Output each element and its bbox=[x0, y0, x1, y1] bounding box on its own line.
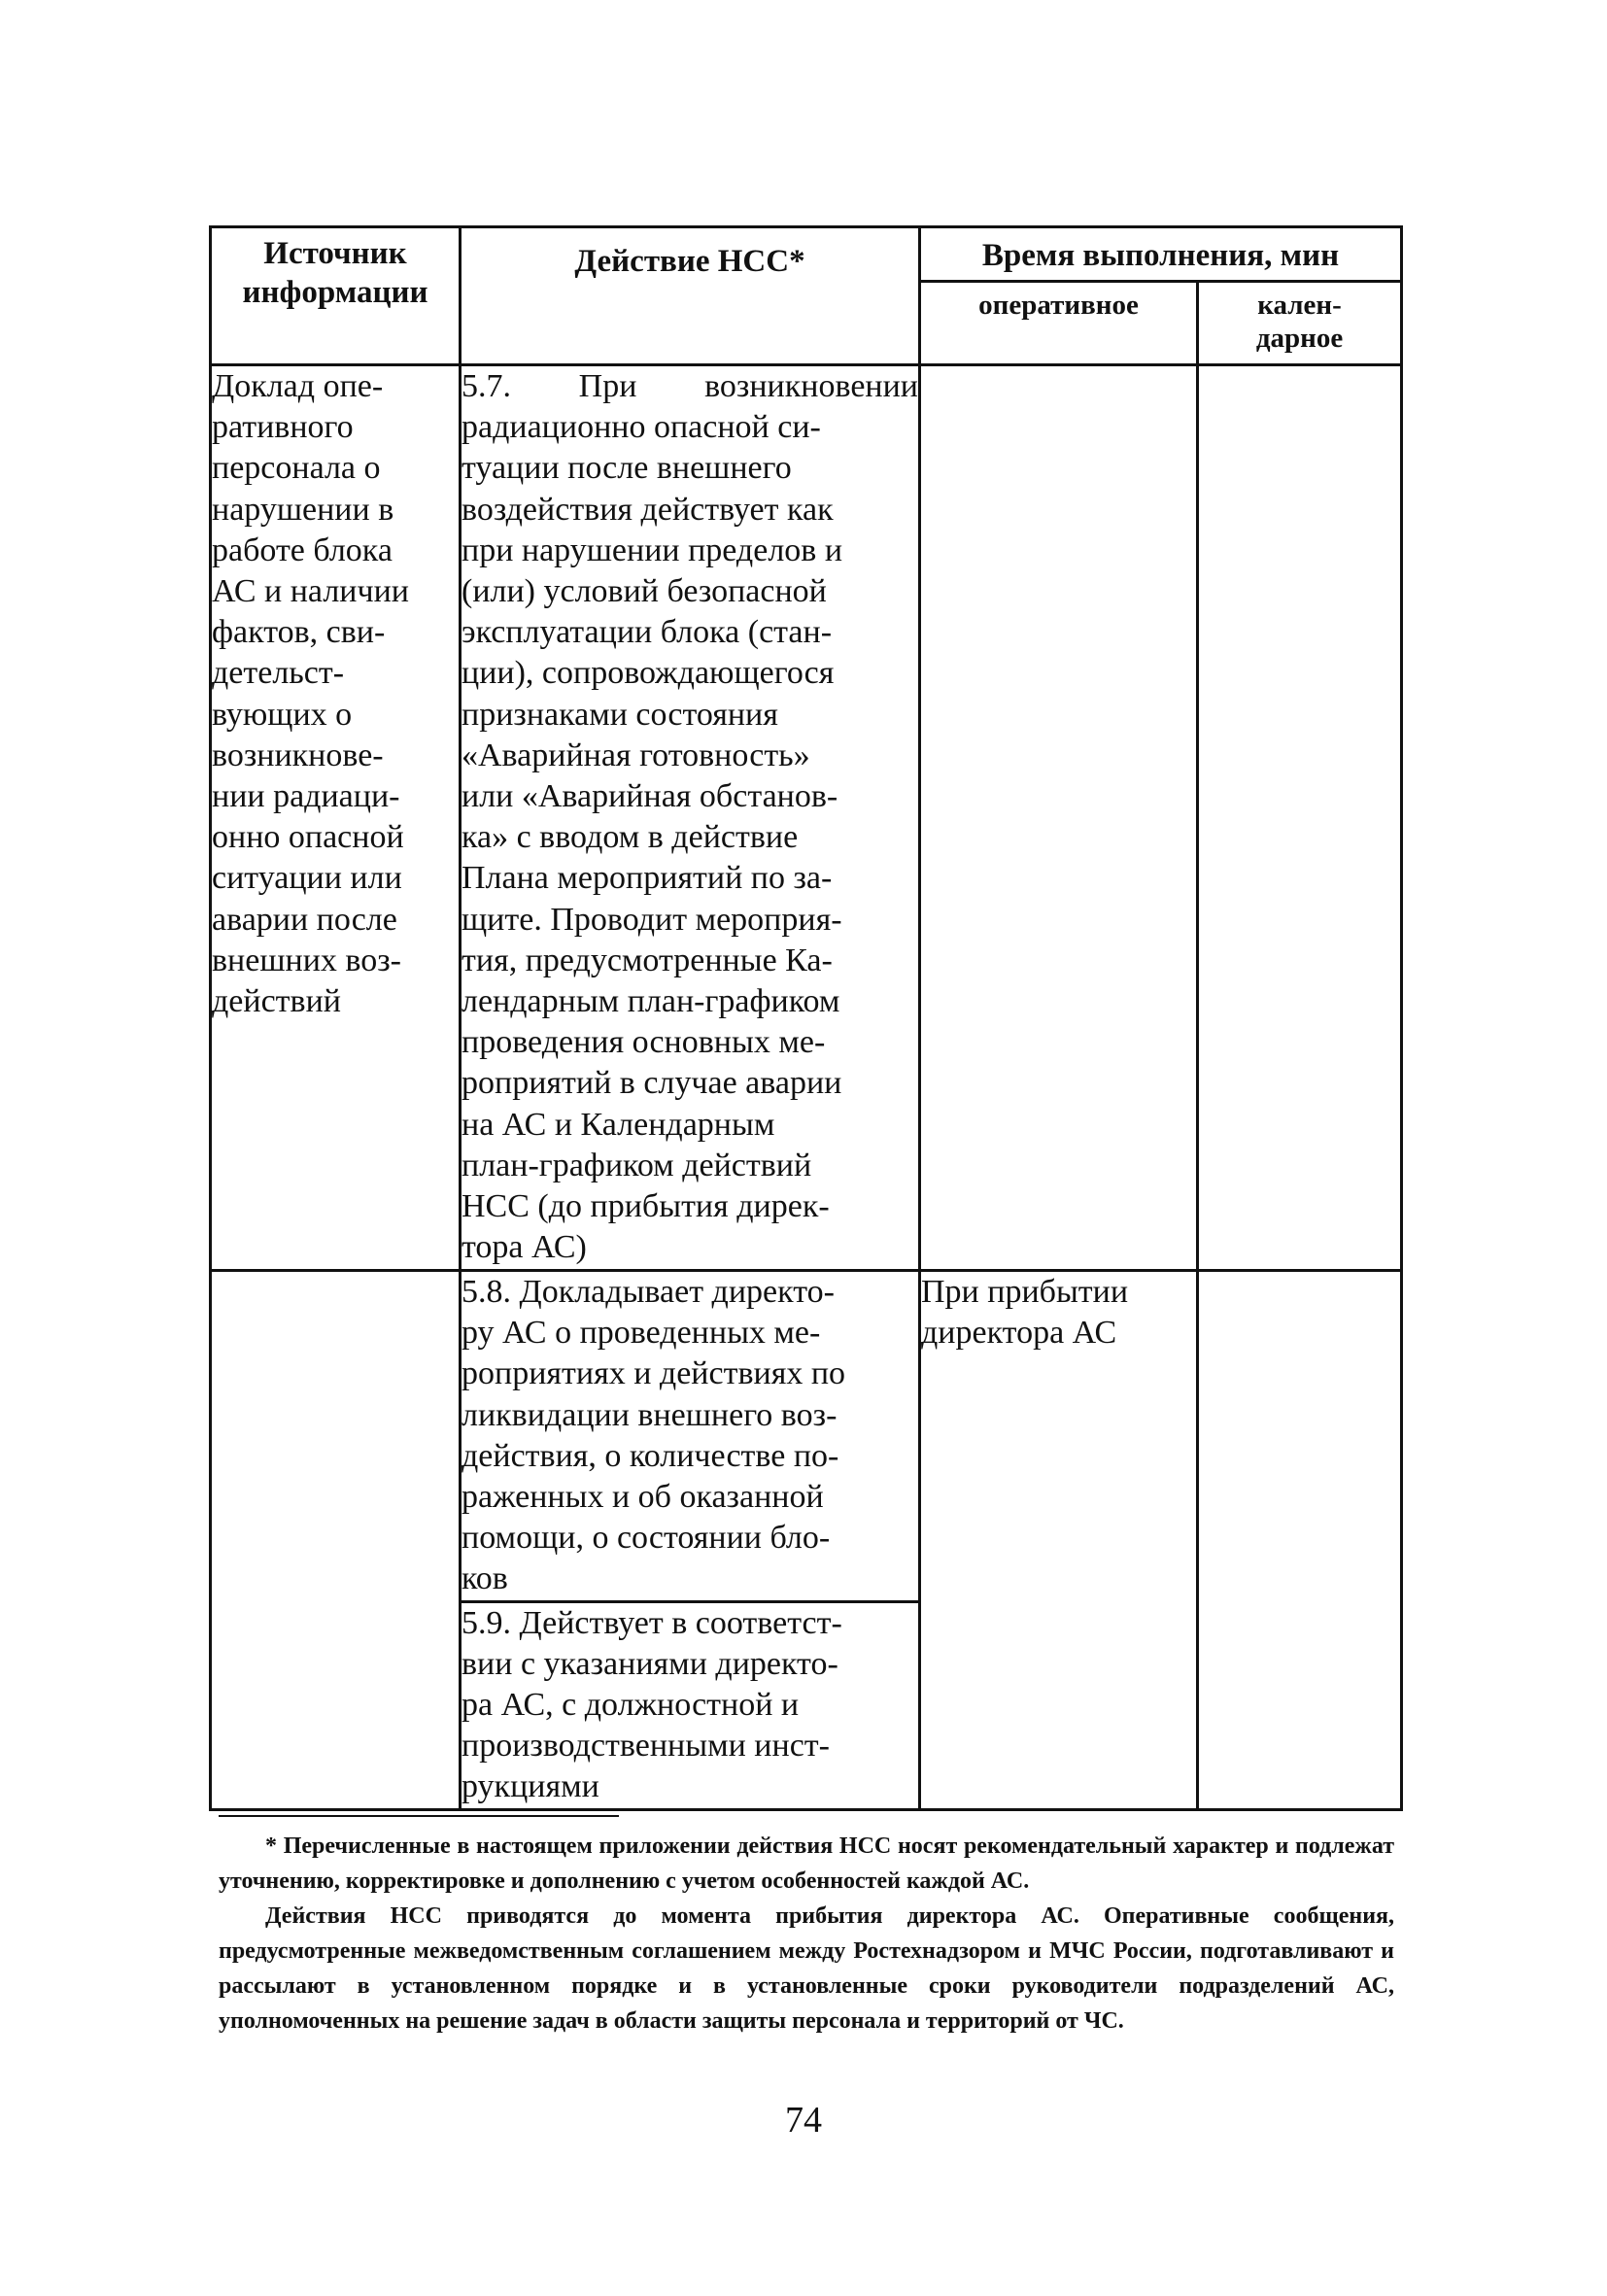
footnote-divider bbox=[219, 1815, 619, 1817]
footnote-2: Действия НСС приводятся до момента прибытия директора АС. Оперативные сообщения, предусмотренные межведомственным соглашением между Ростехнадзором и МЧС России, подготавливают и рассылают в установленном порядке и в установленные сроки руководители подразделений АС, уполномоченных на решение задач в области защиты персонала и территорий от ЧС. bbox=[219, 1903, 1394, 2034]
row1-calendar bbox=[1198, 365, 1402, 1271]
actions-table bbox=[209, 225, 1403, 1811]
header-operative: оперативное bbox=[920, 282, 1198, 365]
footnotes bbox=[219, 1829, 1394, 2039]
header-time: Время выполнения, мин bbox=[920, 227, 1402, 282]
row1-operative bbox=[920, 365, 1198, 1271]
row2-operative: При прибытии директора АС bbox=[920, 1271, 1198, 1810]
row1-action: 5.7. При возникновении радиационно опасной си- туации после внешнего воздействия действует как при нарушении пределов и (или) условий безопасной эксплуатации блока (стан- ции), сопровождающегося признаками состояния «Аварийная готовность» или «Аварийная обстанов- ка» с вводом в действие Плана мероприятий по за- щите. Проводит мероприя- тия, предусмотренные Ка- лендарным план-графиком проведения основных ме- роприятий в случае аварии на АС и Календарным план-графиком действий НСС (до прибытия дирек- тора АС) bbox=[461, 365, 920, 1271]
header-calendar: кален- дарное bbox=[1198, 282, 1402, 365]
header-action: Действие НСС* bbox=[461, 227, 920, 365]
row2-source bbox=[211, 1271, 461, 1810]
table-row bbox=[211, 365, 1402, 1271]
table-row bbox=[211, 1271, 1402, 1602]
row2-action: 5.8. Докладывает директо- ру АС о проведенных ме- роприятиях и действиях по ликвидации внешнего воз- действия, о количестве по- раженных и об оказанной помощи, о состоянии бло- ков bbox=[461, 1271, 920, 1602]
page-number: 74 bbox=[785, 2100, 822, 2141]
header-source: Источник информации bbox=[211, 227, 461, 365]
row3-action: 5.9. Действует в соответст- вии с указаниями директо- ра АС, с должностной и производственными инст- рукциями bbox=[461, 1601, 920, 1809]
row2-calendar bbox=[1198, 1271, 1402, 1810]
row1-source: Доклад опе- ративного персонала о нарушении в работе блока АС и наличии фактов, сви- детельст- вующих о возникнове- нии радиаци- онно опасной ситуации или аварии после внешних воз- действий bbox=[211, 365, 461, 1271]
footnote-1: * Перечисленные в настоящем приложении действия НСС носят рекомендательный характер и подлежат уточнению, корректировке и дополнению с учетом особенностей каждой АС. bbox=[219, 1833, 1394, 1894]
